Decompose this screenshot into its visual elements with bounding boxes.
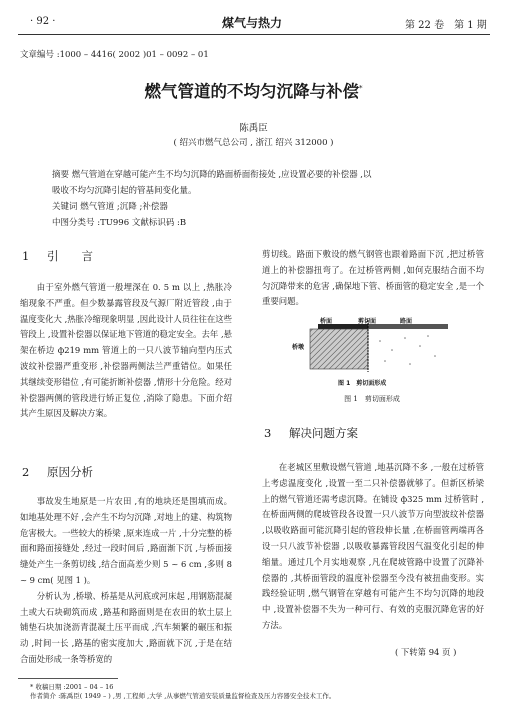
paragraph: 在老城区里敷设燃气管道 ,地基沉降不多 ,一般在过桥管上考虑温度变化 ,设置一至二只补偿器就够了。但新区桥梁上的燃气管道还需考虑沉降。在铺设 ф325 mm 过桥管时 ,在桥面两侧的爬坡管段各设置一只八波节万向型波纹补偿器 ,以吸收路面可能沉降引起的管段伸长量 ,在桥面管两端再各设一只八波节补偿器 ,以吸收暴露管段因气温变化引起的伸缩量。通过几个月实地观察 ,凡在爬坡管路中设置了沉降补偿器的 ,其桥面管段的温度补偿器至今没有被扭曲变形。实践经验证明 ,燃气钢管在穿越有可能产生不均匀沉降的地段中 ,设置补偿器不失为一种可行、有效的克服沉降危害的好方法。: [262, 462, 484, 630]
paragraph: 由于室外燃气管道一般埋深在 0. 5 m 以上 ,热胀冷缩现象不严重。但少数暴露管段及气源厂附近管段 ,由于温度变化大 ,热胀冷缩现象明显 ,因此设计人员往往在这些管段上 ,设置补偿器以保证地下管道的稳定安全。去年 ,悬架在桥边 ф219 mm 管道上的一只八波节轴向型内压式波纹补偿器严重变形 ,补偿器两侧法兰严重错位。如果任其继续变形错位 ,有可能折断补偿器 ,情形十分危险。经对补偿器两侧的管段进行矫正复位 ,消除了隐患。下面介绍其产生原因及解决方案。: [20, 282, 232, 419]
section-title: 原因分析: [46, 465, 93, 479]
figure-shear-plane: [280, 316, 460, 394]
page-number: · 92 ·: [30, 16, 56, 27]
section-number: 2: [22, 465, 30, 479]
abstract-block: [52, 167, 457, 231]
pier-hatch: [310, 329, 368, 369]
paper-title: [0, 78, 507, 102]
footnote-rule: [18, 678, 118, 679]
paragraph: 分析认为 ,桥墩、桥基是从河底或河床起 ,用钢筋混凝土或大石块砌筑而成 ,路基和路面则是在农田的软土层上铺垫石块加浇沥青混凝土压平而成 ,汽车频繁的碾压和振动 ,时间一长 ,路基的密实度加大 ,路面就下沉 ,于是在结合面处形成一条等桥宽的: [20, 590, 232, 664]
section-number: 3: [264, 426, 272, 440]
label-road: 路面: [400, 318, 413, 325]
paragraph: 事故发生地原是一片农田 ,有的地块还是围填而成。如地基处理不好 ,会产生不均匀沉降 ,对地上的建、构筑物危害极大。一些较大的桥梁 ,原来连成一片 ,十分完整的桥面和路面接缝处 ,经过一段时间后 ,路面渐下沉 ,与桥面接缝处产生一条剪切线 ,结合面高差少则 5 ~ 6 cm ,多则 8 ~ 9 cm( 见图 1 )。: [20, 496, 232, 585]
figure-inner-caption: 图 1 剪切面形成: [338, 380, 387, 387]
label-shear: 剪切面: [358, 318, 377, 325]
article-number: 文章编号 :1000 – 4416( 2002 )01 – 0092 – 01: [20, 50, 209, 60]
section-title: 解决问题方案: [288, 426, 358, 440]
received-date: * 收稿日期 :2001 – 04 – 16: [30, 683, 114, 691]
author-info: 作者简介 :陈禹臣( 1949 – ) ,男 ,工程师 ,大学 ,从事燃气管道安装质量监督检查及压力容器安全技术工作。: [30, 692, 336, 700]
label-bridge: 桥面: [320, 318, 333, 325]
issue-info: 第 22 卷 第 1 期: [405, 20, 487, 31]
figure-caption: 图 1 剪切面形成: [344, 395, 400, 403]
classification: 中图分类号 :TU996 文献标识码 :B: [52, 218, 187, 228]
paper-title-text: 燃气管道的不均匀沉降与补偿: [144, 82, 359, 101]
continued-note: ( 下转第 94 页 ): [395, 647, 457, 657]
section-title: 引 言: [46, 249, 93, 263]
affiliation: ( 绍兴市燃气总公司 , 浙江 绍兴 312000 ): [173, 138, 334, 148]
solution-text: [262, 460, 484, 634]
analysis-text: [20, 494, 232, 668]
author-name: 陈禹臣: [239, 123, 268, 134]
title-footnote-mark: *: [359, 84, 363, 93]
abstract-line-2: 吸收不均匀沉降引起的管基间变化量。: [52, 186, 197, 196]
section-heading-solution: [264, 425, 358, 441]
footnote: [30, 683, 335, 701]
shear-diagram: [280, 316, 460, 376]
abstract-line-1: 摘要 燃气管道在穿越可能产生不均匀沉降的路面桥面衔接处 ,应设置必要的补偿器 ,以: [52, 170, 372, 180]
header-rule: [18, 34, 490, 35]
journal-name: 煤气与热力: [222, 16, 283, 30]
section-heading-intro: [22, 248, 93, 264]
paragraph: 剪切线。路面下敷设的燃气钢管也跟着路面下沉 ,把过桥管道上的补偿器扭弯了。在过桥管两侧 ,如何克服结合面不均匀沉降带来的危害 ,确保地下管、桥面管的稳定安全 ,是一个重要问题。: [262, 249, 484, 307]
label-pier: 桥墩: [292, 344, 305, 351]
keywords: 关键词 燃气管道 ;沉降 ;补偿器: [52, 202, 168, 212]
right-top-text: [262, 247, 484, 310]
section-heading-analysis: [22, 464, 93, 480]
intro-text: [20, 280, 232, 422]
section-number: 1: [22, 249, 30, 263]
